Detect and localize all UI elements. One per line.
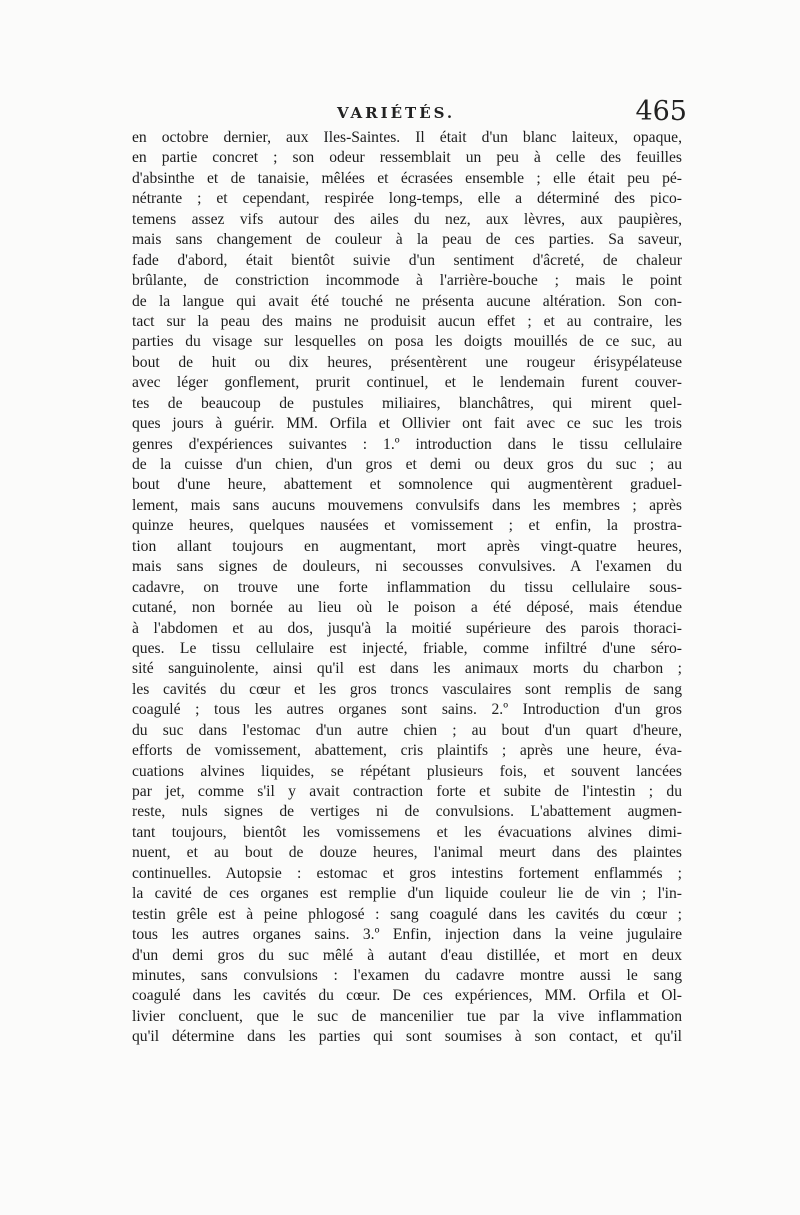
text-line: qu'il détermine dans les parties qui sont soumises à son contact, et qu'il <box>132 1028 682 1046</box>
text-line: genres d'expériences suivantes : 1.º introduction dans le tissu cellulaire <box>132 435 682 453</box>
text-line: cuations alvines liquides, se répétant plusieurs fois, et souvent lancées <box>132 762 682 780</box>
text-line: avec léger gonflement, prurit continuel, et le lendemain furent couver- <box>132 374 682 392</box>
text-line: cadavre, on trouve une forte inflammation du tissu cellulaire sous- <box>132 578 682 596</box>
text-line: continuelles. Autopsie : estomac et gros intestins fortement enflammés ; <box>132 864 682 882</box>
text-line: efforts de vomissement, abattement, cris plaintifs ; après une heure, éva- <box>132 742 682 760</box>
text-line: parties du visage sur lesquelles on posa les doigts mouillés de ce suc, au <box>132 333 682 351</box>
text-line: tant toujours, bientôt les vomissemens et les évacuations alvines dimi- <box>132 823 682 841</box>
text-line: du suc dans l'estomac d'un autre chien ; au bout d'un quart d'heure, <box>132 721 682 739</box>
text-line: lement, mais sans aucuns mouvemens convulsifs dans les membres ; après <box>132 496 682 514</box>
text-line: testin grêle est à peine phlogosé : sang coagulé dans les cavités du cœur ; <box>132 905 682 923</box>
text-line: temens assez vifs autour des ailes du nez, aux lèvres, aux paupières, <box>132 210 682 228</box>
text-line: tous les autres organes sains. 3.º Enfin, injection dans la veine jugulaire <box>132 926 682 944</box>
text-line: d'absinthe et de tanaisie, mêlées et écrasées ensemble ; elle était peu pé- <box>132 169 682 187</box>
text-line: minutes, sans convulsions : l'examen du cadavre montre aussi le sang <box>132 966 682 984</box>
text-line: bout de huit ou dix heures, présentèrent une rougeur érisypélateuse <box>132 353 682 371</box>
text-line: nuent, et au bout de douze heures, l'animal meurt dans des plaintes <box>132 844 682 862</box>
text-line: fade d'abord, était bientôt suivie d'un sentiment d'âcreté, de chaleur <box>132 251 682 269</box>
text-line: tact sur la peau des mains ne produisit aucun effet ; et au contraire, les <box>132 312 682 330</box>
text-line: les cavités du cœur et les gros troncs vasculaires sont remplis de sang <box>132 680 682 698</box>
text-line: tes de beaucoup de pustules miliaires, blanchâtres, qui mirent quel- <box>132 394 682 412</box>
text-line: d'un demi gros du suc mêlé à autant d'eau distillée, et mort en deux <box>132 946 682 964</box>
body-text <box>132 128 682 1048</box>
text-line: bout d'une heure, abattement et somnolence qui augmentèrent graduel- <box>132 476 682 494</box>
running-head: VARIÉTÉS. <box>337 104 456 122</box>
text-line: coagulé ; tous les autres organes sont sains. 2.º Introduction d'un gros <box>132 701 682 719</box>
text-line: la cavité de ces organes est remplie d'un liquide couleur lie de vin ; l'in- <box>132 885 682 903</box>
text-line: livier concluent, que le suc de mancenilier tue par la vive inflammation <box>132 1007 682 1025</box>
text-line: ques. Le tissu cellulaire est injecté, friable, comme infiltré d'une séro- <box>132 639 682 657</box>
text-line: par jet, comme s'il y avait contraction forte et subite de l'intestin ; du <box>132 783 682 800</box>
text-line: mais sans signes de douleurs, ni secousses convulsives. A l'examen du <box>132 558 682 576</box>
text-line: en octobre dernier, aux Iles-Saintes. Il était d'un blanc laiteux, opaque, <box>132 129 682 146</box>
text-line: à l'abdomen et au dos, jusqu'à la moitié supérieure des parois thoraci- <box>132 619 682 637</box>
text-line: coagulé dans les cavités du cœur. De ces expériences, MM. Orfila et Ol- <box>132 987 682 1005</box>
text-line: nétrante ; et cependant, respirée long-temps, elle a déterminé des pico- <box>132 190 682 208</box>
text-line: de la cuisse d'un chien, d'un gros et demi ou deux gros du suc ; au <box>132 456 682 473</box>
text-line: brûlante, de constriction incommode à l'arrière-bouche ; mais le point <box>132 272 682 290</box>
text-line: sité sanguinolente, ainsi qu'il est dans les animaux morts du charbon ; <box>132 660 682 678</box>
text-line: quinze heures, quelques nausées et vomissement ; et enfin, la prostra- <box>132 517 682 535</box>
text-line: tion allant toujours en augmentant, mort après vingt-quatre heures, <box>132 537 682 555</box>
text-line: ques jours à guérir. MM. Orfila et Ollivier ont fait avec ce suc les trois <box>132 415 682 433</box>
text-line: reste, nuls signes de vertiges ni de convulsions. L'abattement augmen- <box>132 803 682 821</box>
text-line: mais sans changement de couleur à la peau de ces parties. Sa saveur, <box>132 231 682 249</box>
page-number: 465 <box>635 96 687 127</box>
text-line: en partie concret ; son odeur ressemblait un peu à celle des feuilles <box>132 149 682 167</box>
text-line: cutané, non bornée au lieu où le poison a été déposé, mais étendue <box>132 599 682 617</box>
text-line: de la langue qui avait été touché ne présenta aucune altération. Son con- <box>132 292 682 310</box>
